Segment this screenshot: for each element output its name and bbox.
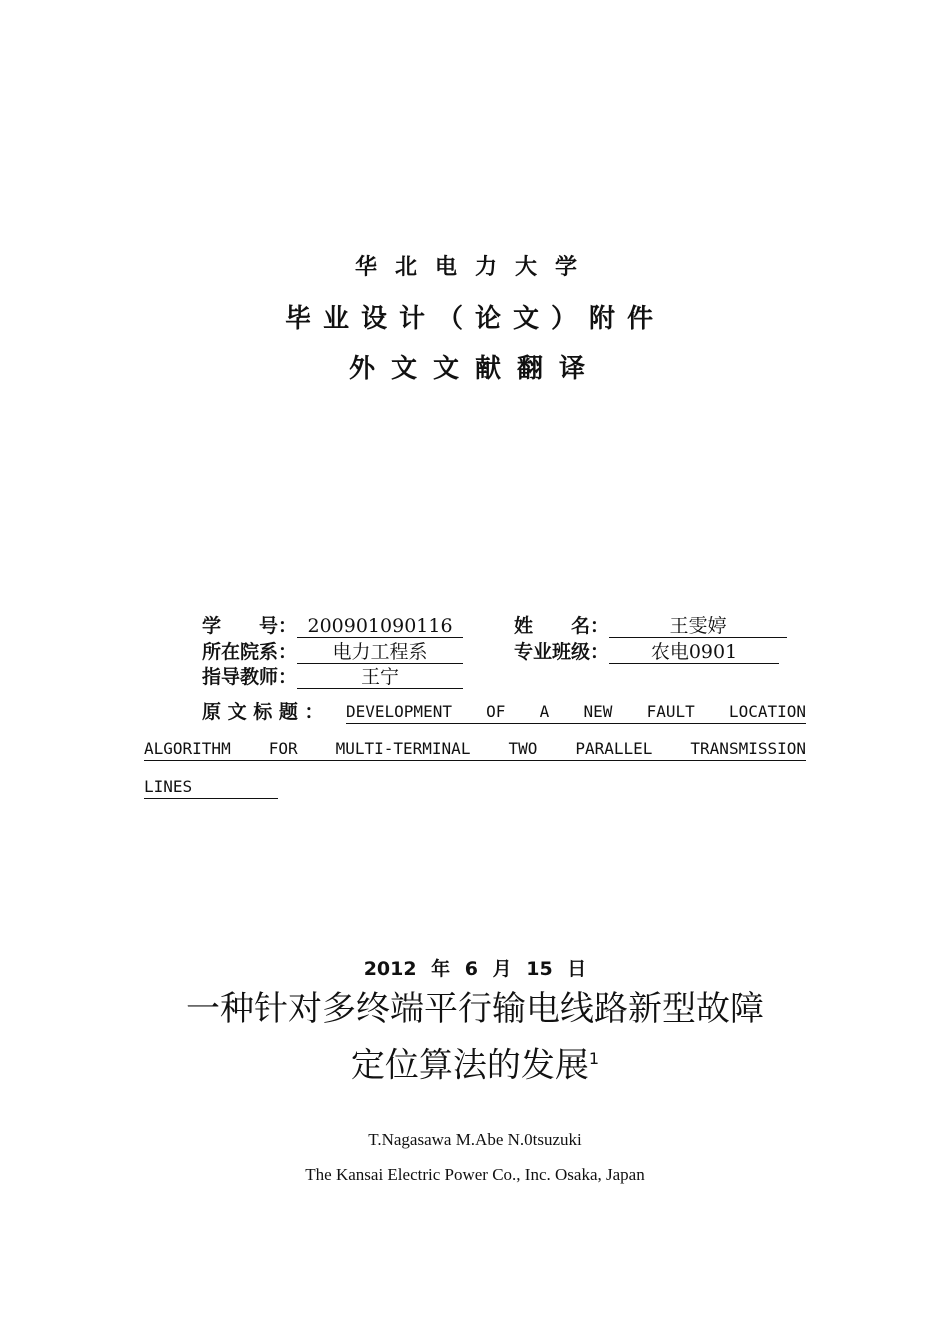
paper-title-line-1: 一种针对多终端平行输电线路新型故障 bbox=[186, 989, 764, 1029]
class-label: 专业班级： bbox=[514, 641, 610, 663]
class-value: 农电0901 bbox=[609, 641, 779, 664]
paper-title-line-2-wrap bbox=[0, 1034, 950, 1090]
advisor-label: 指导教师： bbox=[202, 666, 298, 688]
orig-title-label: 原 文 标 题 ： bbox=[202, 701, 324, 723]
info-row-3 bbox=[202, 665, 463, 689]
orig-title-line-2: ALGORITHM FOR MULTI-TERMINAL TWO PARALLEL TRANSMISSION bbox=[144, 738, 806, 761]
university-title: 华北电力大学 bbox=[354, 255, 595, 280]
student-id-label: 学 号： bbox=[202, 615, 298, 637]
paper-title-line-2: 定位算法的发展 bbox=[350, 1045, 589, 1086]
dept-label: 所在院系： bbox=[202, 641, 298, 663]
paper-title bbox=[0, 984, 950, 1090]
section-title: 外文文献翻译 bbox=[348, 354, 601, 384]
name-label: 姓 名： bbox=[514, 615, 610, 637]
footnote-mark: 1 bbox=[588, 1049, 600, 1068]
info-row-1b bbox=[514, 614, 787, 638]
dept-value: 电力工程系 bbox=[297, 641, 463, 664]
student-id-value: 200901090116 bbox=[297, 615, 463, 638]
affiliation: The Kansai Electric Power Co., Inc. Osaka, Japan bbox=[305, 1165, 645, 1184]
orig-title-line-3: LINES bbox=[144, 776, 278, 799]
advisor-value: 王宁 bbox=[297, 666, 463, 689]
info-row-2b bbox=[514, 640, 779, 664]
name-value: 王雯婷 bbox=[609, 615, 787, 638]
doc-type-title: 毕业设计（论文）附件 bbox=[284, 304, 665, 334]
authors: T.Nagasawa M.Abe N.0tsuzuki bbox=[368, 1130, 582, 1149]
orig-title-line-1: DEVELOPMENT OF A NEW FAULT LOCATION bbox=[346, 701, 806, 724]
info-row-1 bbox=[202, 614, 463, 638]
date: 2012 年 6 月 15 日 bbox=[363, 958, 587, 980]
info-row-2 bbox=[202, 640, 463, 664]
